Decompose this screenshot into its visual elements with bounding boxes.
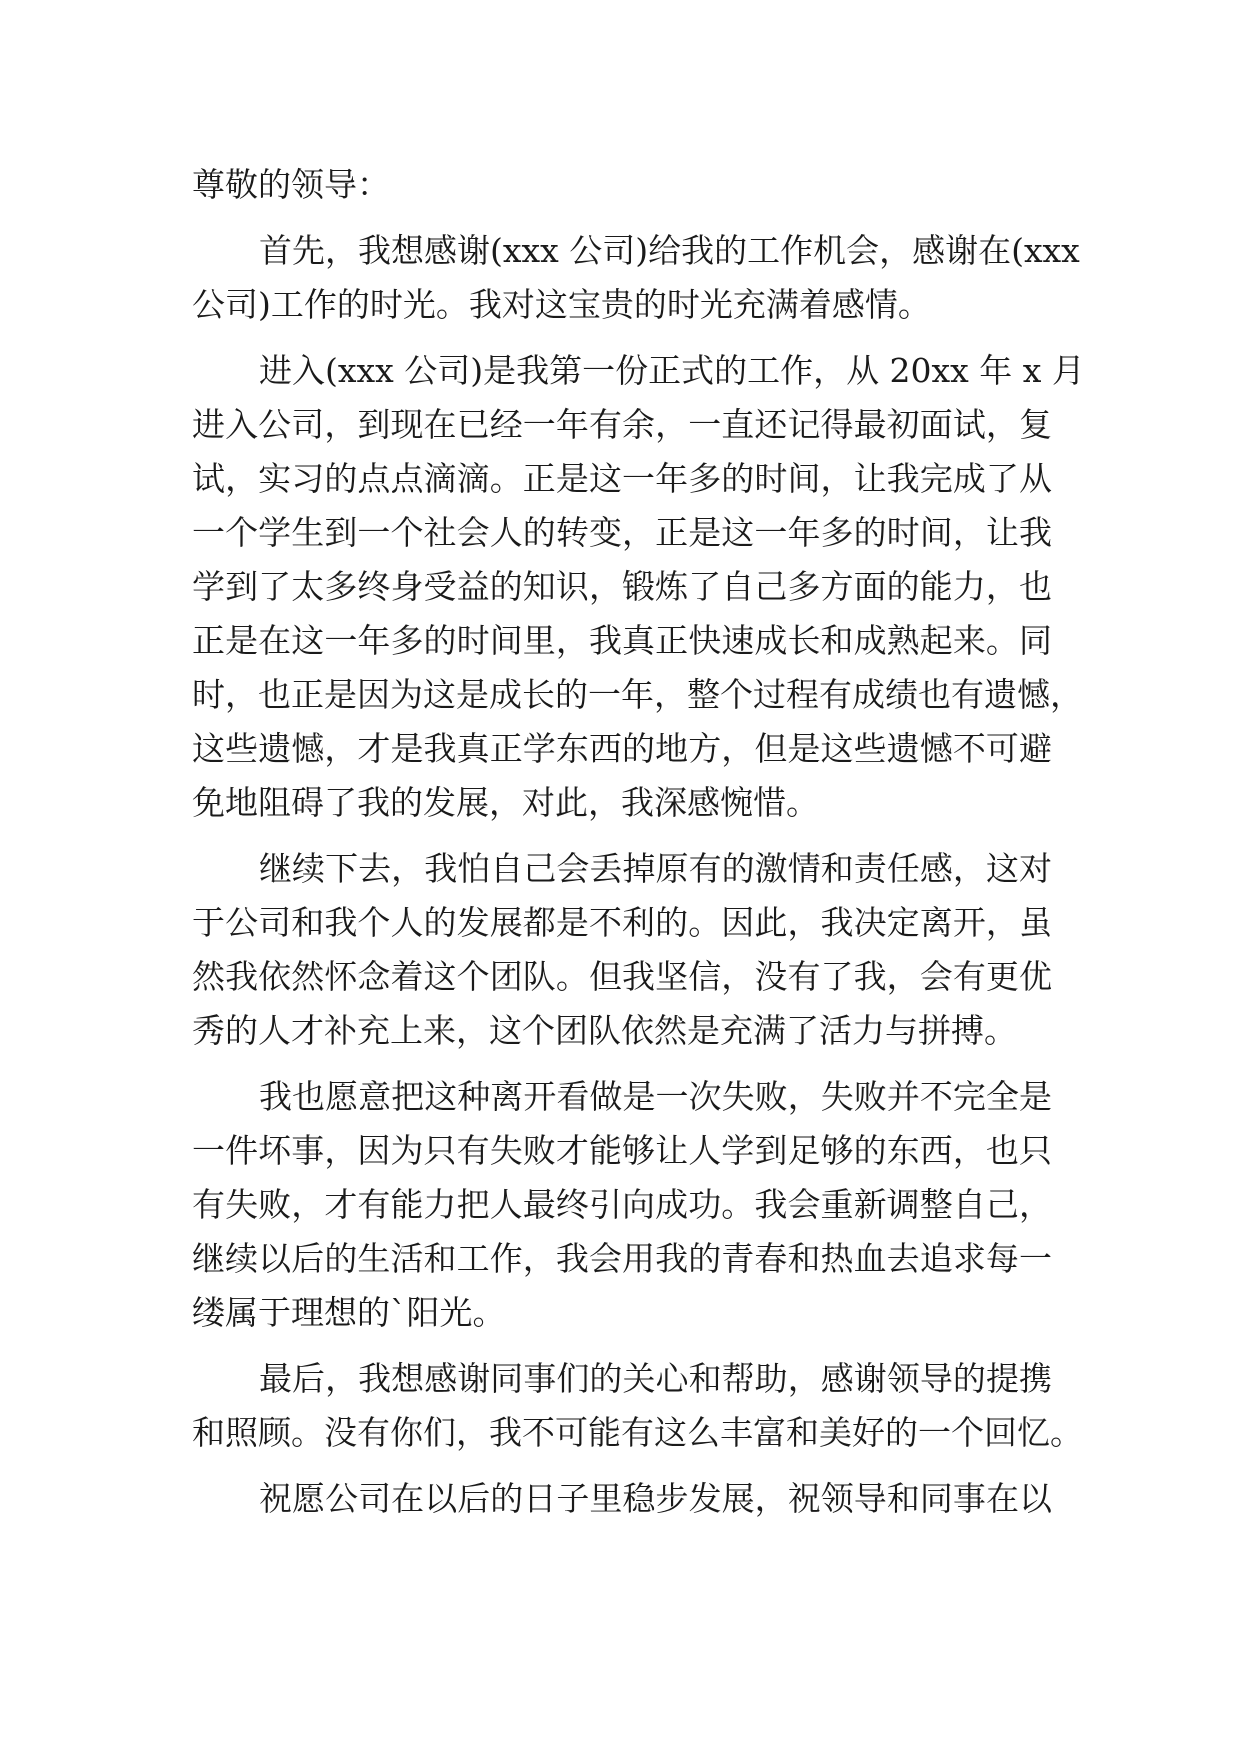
text-line: 继续下去，我怕自己会丢掉原有的激情和责任感，这对 [259,849,1052,888]
paragraph-wishes [192,1472,1052,1526]
paragraph-decision [192,842,1052,1058]
text-line: 然我依然怀念着这个团队。但我坚信，没有了我，会有更优 [192,957,1052,996]
text-line: 首先，我想感谢(xxx 公司)给我的工作机会，感谢在(xxx [259,231,1080,270]
text-line: 这些遗憾，才是我真正学东西的地方，但是这些遗憾不可避 [192,729,1052,768]
text-line: 进入公司，到现在已经一年有余，一直还记得最初面试，复 [192,405,1052,444]
text-line: 公司)工作的时光。我对这宝贵的时光充满着感情。 [192,285,931,324]
paragraph-failure [192,1070,1052,1340]
text-line: 秀的人才补充上来，这个团队依然是充满了活力与拼搏。 [192,1011,1017,1050]
text-line: 一件坏事，因为只有失败才能够让人学到足够的东西，也只 [192,1131,1052,1170]
letter-body [192,158,1085,1526]
text-line: 缕属于理想的`阳光。 [192,1293,506,1332]
text-line: 于公司和我个人的发展都是不利的。因此，我决定离开，虽 [192,903,1052,942]
text-line: 时，也正是因为这是成长的一年，整个过程有成绩也有遗憾， [192,675,1083,714]
paragraph-experience [192,344,1085,830]
text-line: 继续以后的生活和工作，我会用我的青春和热血去追求每一 [192,1239,1052,1278]
text-line: 进入(xxx 公司)是我第一份正式的工作，从 20xx 年 x 月 [259,351,1085,390]
salutation: 尊敬的领导： [192,165,390,204]
text-line: 我也愿意把这种离开看做是一次失败，失败并不完全是 [259,1077,1052,1116]
text-line: 有失败，才有能力把人最终引向成功。我会重新调整自己， [192,1185,1052,1224]
paragraph-gratitude [192,1352,1083,1460]
text-line: 祝愿公司在以后的日子里稳步发展，祝领导和同事在以 [259,1479,1052,1518]
text-line: 正是在这一年多的时间里，我真正快速成长和成熟起来。同 [192,621,1052,660]
text-line: 和照顾。没有你们，我不可能有这么丰富和美好的一个回忆。 [192,1413,1083,1452]
text-line: 免地阻碍了我的发展，对此，我深感惋惜。 [192,783,819,822]
text-line: 学到了太多终身受益的知识，锻炼了自己多方面的能力，也 [192,567,1052,606]
paragraph-thanks [192,224,1080,332]
text-line: 试，实习的点点滴滴。正是这一年多的时间，让我完成了从 [192,459,1052,498]
text-line: 一个学生到一个社会人的转变，正是这一年多的时间，让我 [192,513,1052,552]
text-line: 最后，我想感谢同事们的关心和帮助，感谢领导的提携 [259,1359,1052,1398]
